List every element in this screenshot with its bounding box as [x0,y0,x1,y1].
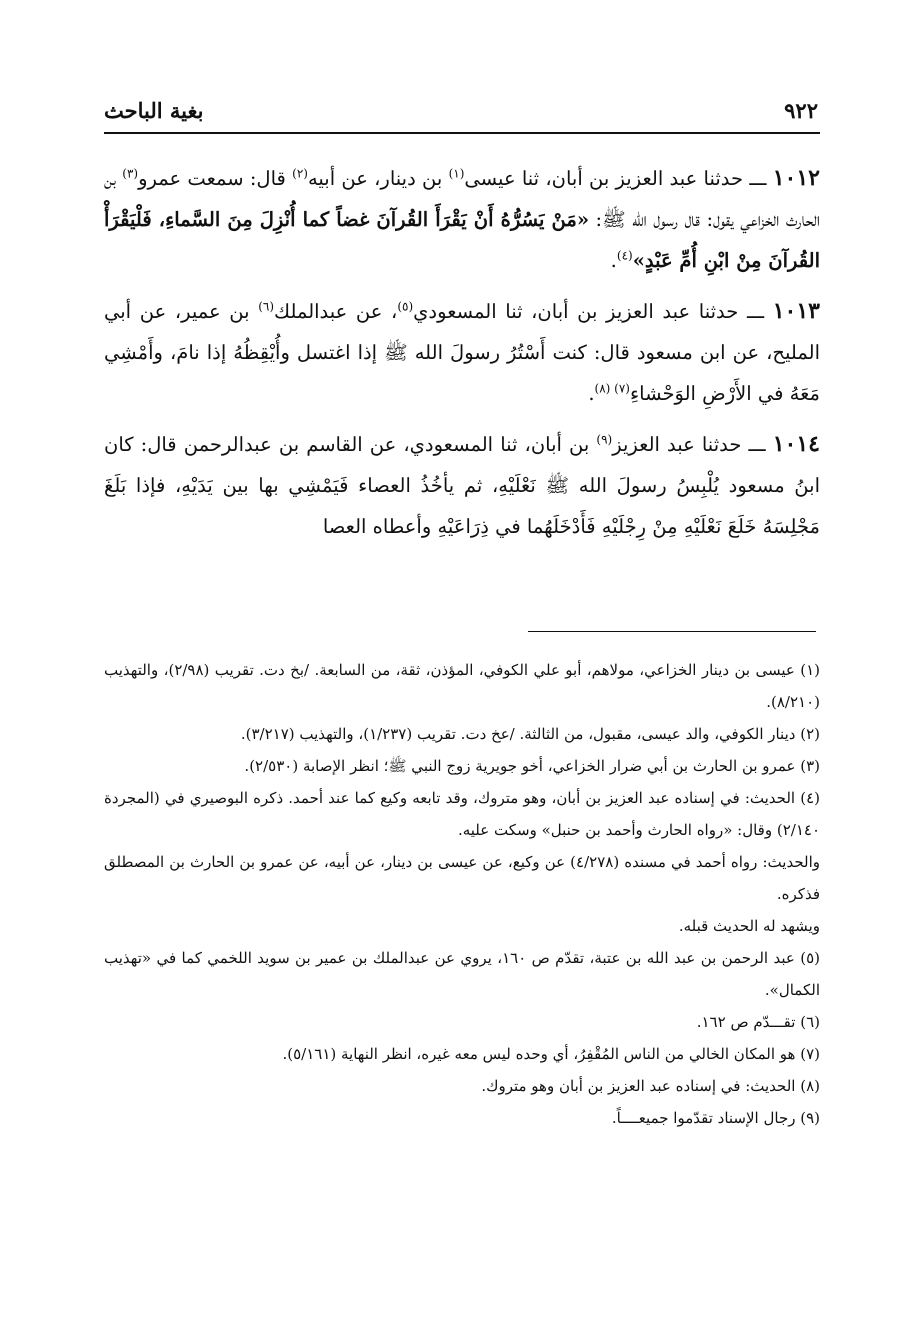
footnote-4-witness: ويشهد له الحديث قبله. [678,917,820,935]
page-number: ٩٢٢ [784,98,818,123]
isnad-text: بن أبان، ثنا المسعودي، عن القاسم بن عبدالرحمن قال: كان ابنُ مسعود يُلْبِسُ رسولَ الله ﷺ نَعْلَيْهِ، ثم يأخُذُ العصاء فَيَمْشِي بها بين يَدَيْهِ، فإذا بَلَغَ مَجْلِسَهُ خَلَعَ نَعْلَيْهِ مِنْ رِجْلَيْهِ فَأَدْخَلَهُما في ذِرَاعَيْهِ وأعطاه العصا [104,433,820,538]
footnote-4: (٤) الحديث: في إسناده عبد العزيز بن أبان، وهو متروك، وقد تابعه وكيع كما عند أحمد. ذكره البوصيري في (المجردة ٢/١٤٠) وقال: «رواه الحارث وأحمد بن حنبل» وسكت عليه. [104,789,820,839]
dash: ـــ [743,167,773,190]
footnote-ref: (٤) [616,248,633,263]
footnote-6: (٦) تقـــدّم ص ١٦٢. [696,1013,820,1031]
footnote-1: (١) عيسى بن دينار الخزاعي، مولاهم، أبو علي الكوفي، المؤذن، ثقة، من السابعة. /بخ دت. تقريب (٢/٩٨)، والتهذيب (٨/٢١٠). [104,661,820,711]
footnote-ref: (١) [448,166,465,181]
isnad-text: حدثنا عبد العزيز [612,433,742,456]
hadith-number: ١٠١٣ [772,298,820,324]
hadith-1014 [104,424,820,547]
hadith-number: ١٠١٤ [772,431,820,457]
footnote-ref: (٩) [596,432,613,447]
footnote-ref: (٣) [122,166,139,181]
book-title: بغية الباحث [104,98,204,123]
footnote-ref: (٨) [594,381,615,396]
footnote-5: (٥) عبد الرحمن بن عبد الله بن عتبة، تقدّم ص ١٦٠، يروي عن عبدالملك بن عمير بن سويد اللخمي كما في «تهذيب الكمال». [104,949,820,999]
period: . [610,249,617,272]
main-text [104,158,820,557]
footnote-separator [528,631,816,632]
hadith-1012 [104,158,820,281]
footnote-ref: (٥) [397,299,414,314]
isnad-text: قال: سمعت عمرو [138,167,293,190]
footnote-4-continued: والحديث: رواه أحمد في مسنده (٤/٢٧٨) عن وكيع، عن عيسى بن دينار، عن أبيه، عن عمرو بن الحارث بن المصطلق فذكره. [104,853,820,903]
footnote-ref: (٧) [614,381,630,396]
footnote-ref: (٦) [258,299,275,314]
footnotes [104,654,820,1134]
isnad-text: بن الحارث الخزاعي يقول: قال رسول الله ﷺ: [104,167,820,231]
period: . [588,382,595,405]
running-header [104,92,818,132]
footnote-2: (٢) دينار الكوفي، والد عيسى، مقبول، من الثالثة. /عخ دت. تقريب (١/٢٣٧)، والتهذيب (٣/٢١٧). [240,725,820,743]
hadith-matn: «مَنْ يَسُرُّهُ أَنْ يَقْرَأَ القُرآنَ غضاً كما أُنْزِلَ مِنَ السَّماءِ، فَلْيَقْرَأْ القُرآنَ مِنْ ابْنِ أُمِّ عَبْدٍ» [104,208,820,272]
footnote-9: (٩) رجال الإسناد تقدّموا جميعــــاً. [611,1109,820,1127]
isnad-text: حدثنا عبد العزيز بن أبان، ثنا المسعودي [413,300,739,323]
footnote-ref: (٢) [292,166,308,181]
footnote-7: (٧) هو المكان الخالي من الناس المُقْفِرُ، أي وحده ليس معه غيره، انظر النهاية (٥/١٦١). [282,1045,820,1063]
header-rule [104,132,820,134]
isnad-text: حدثنا عبد العزيز بن أبان، ثنا عيسى [464,167,744,190]
dash: ـــ [741,433,773,456]
dash: ـــ [738,300,773,323]
hadith-1013 [104,291,820,414]
isnad-text: بن دينار، عن أبيه [307,167,449,190]
footnote-8: (٨) الحديث: في إسناده عبد العزيز بن أبان وهو متروك. [481,1077,820,1095]
isnad-text: ، عن عبدالملك [274,300,398,323]
footnote-3: (٣) عمرو بن الحارث بن أبي ضرار الخزاعي، أخو جويرية زوج النبي ﷺ؛ انظر الإصابة (٢/٥٣٠). [244,757,820,775]
isnad-text: بن عمير، عن أبي المليح، عن ابن مسعود قال: كنت أَسْتُرُ رسولَ الله ﷺ إذا اغتسل وأُيْقِظُهُ إذا نامَ، وأَمْشِي مَعَهُ في الأَرْضِ الوَحْشاءِ [104,300,820,405]
hadith-number: ١٠١٢ [772,165,820,191]
